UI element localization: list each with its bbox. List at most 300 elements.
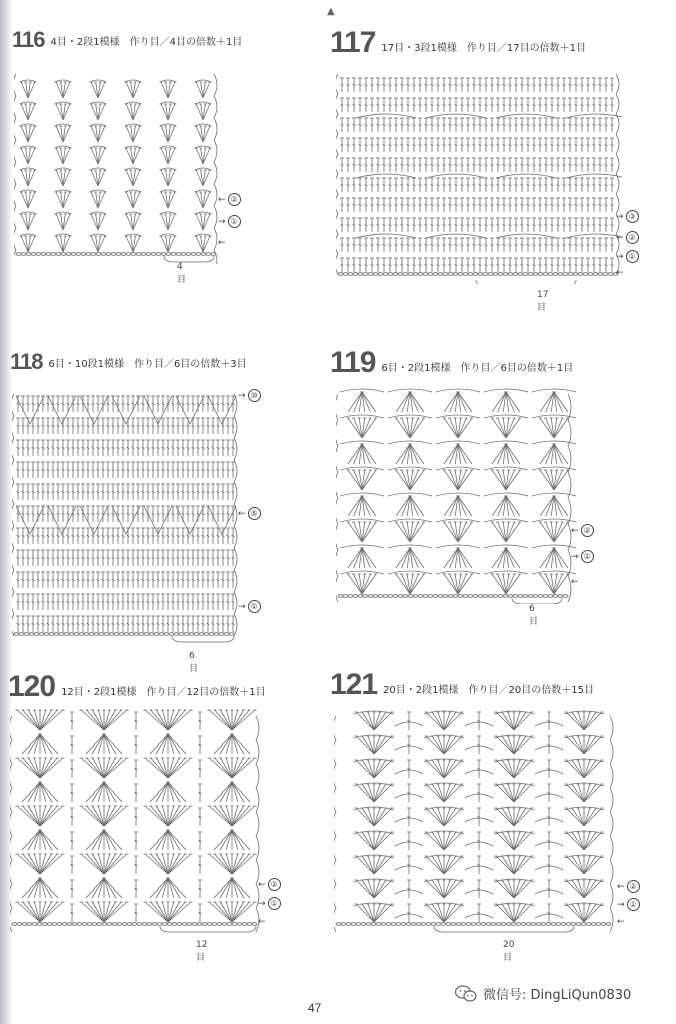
fan-stitch (584, 856, 596, 874)
chain-stitch (346, 923, 351, 926)
cluster-stitch (220, 734, 232, 754)
turning-chain (214, 250, 217, 264)
chain-stitch (453, 595, 458, 598)
chain-stitch (361, 923, 366, 926)
fan-stitch (502, 832, 514, 850)
turning-chain (10, 884, 12, 908)
fan-stitch (444, 880, 456, 898)
fan-stitch (514, 904, 526, 922)
chain-stitch (456, 923, 461, 926)
fan-stitch (81, 902, 104, 922)
chain-stitch (483, 595, 488, 598)
chain-stitch (458, 595, 463, 598)
chain-stitch (523, 273, 528, 276)
fan-stitch (209, 902, 232, 922)
fan-stitch (374, 880, 386, 898)
chain-stitch (137, 923, 142, 926)
chain-stitch (99, 633, 104, 636)
chain-stitch (446, 923, 451, 926)
pattern-119-header (330, 348, 573, 378)
turning-chain (234, 504, 237, 526)
chain-arc (484, 415, 528, 418)
chain-arc (426, 234, 486, 238)
turning-chain (10, 764, 12, 788)
fan-stitch (432, 904, 444, 922)
turning-chain (214, 140, 217, 162)
fan-stitch (157, 854, 169, 874)
chain-stitch (578, 273, 583, 276)
chain-stitch (139, 633, 144, 636)
turning-chain (336, 214, 338, 234)
chain-stitch (171, 253, 176, 256)
pattern-description: 4目・2段1模様 作り目／4目の倍数＋1目 (50, 37, 243, 48)
turning-chain (336, 114, 338, 134)
chain-stitch (141, 253, 146, 256)
chain-stitch (373, 595, 378, 598)
cluster-stitch (28, 782, 40, 802)
fan-stitch (444, 856, 456, 874)
chain-stitch (96, 253, 101, 256)
turning-chain (10, 860, 12, 884)
fan-stitch (93, 902, 105, 922)
turning-chain (616, 94, 619, 114)
fan-stitch (93, 806, 105, 826)
chain-stitch (533, 595, 538, 598)
fan-stitch (168, 854, 191, 874)
chain-stitch (353, 595, 358, 598)
chain-stitch (563, 595, 568, 598)
chain-stitch (393, 595, 398, 598)
chain-stitch (92, 923, 97, 926)
turning-chain (12, 504, 14, 526)
row-marker: → ③ (616, 210, 639, 223)
chain-stitch (536, 923, 541, 926)
chain-stitch (59, 633, 64, 636)
chain-stitch (603, 273, 608, 276)
chain-arc (496, 114, 556, 118)
chain-arc (496, 174, 556, 178)
chain-stitch (27, 923, 32, 926)
chain-stitch (538, 273, 543, 276)
chain-stitch (483, 273, 488, 276)
chain-stitch (561, 923, 566, 926)
fan-stitch (17, 854, 40, 874)
chain-stitch (371, 923, 376, 926)
v-stitch (80, 506, 108, 534)
turning-chain (336, 550, 338, 576)
fan-stitch (374, 856, 386, 874)
fan-stitch (81, 806, 104, 826)
chain-stitch (573, 273, 578, 276)
turning-chain (14, 184, 16, 206)
pattern-116-header (12, 28, 242, 52)
fan-stitch (168, 806, 180, 826)
chain-stitch (338, 273, 343, 276)
fan-stitch (157, 758, 169, 778)
chain-arc (484, 545, 528, 548)
chain-stitch (81, 253, 86, 256)
cluster-stitch (40, 734, 52, 754)
chain-stitch (76, 253, 81, 256)
chain-arc (436, 441, 480, 444)
chain-stitch (553, 273, 558, 276)
cluster-stitch (104, 734, 116, 754)
turning-chain (12, 526, 14, 548)
chain-stitch (606, 923, 611, 926)
fan-stitch (209, 758, 232, 778)
chain-stitch (416, 923, 421, 926)
chain-stitch (413, 273, 418, 276)
turning-chain (10, 908, 12, 932)
fan-stitch (232, 710, 244, 730)
cluster-stitch (92, 878, 104, 898)
chain-stitch (493, 273, 498, 276)
chain-stitch (19, 633, 24, 636)
fan-stitch (104, 854, 116, 874)
fan-stitch (168, 758, 180, 778)
chain-stitch (341, 923, 346, 926)
fan-stitch (104, 806, 116, 826)
pattern-description: 6目・2段1模様 作り目／6目の倍数＋1目 (381, 363, 574, 374)
fan-stitch (374, 904, 386, 922)
chain-stitch (32, 923, 37, 926)
chain-stitch (403, 273, 408, 276)
turning-chain (616, 74, 619, 94)
chain-arc (566, 234, 622, 238)
chain-stitch (202, 923, 207, 926)
chain-stitch (563, 273, 568, 276)
chain-stitch (124, 633, 129, 636)
turning-chain (12, 482, 14, 504)
chain-stitch (121, 253, 126, 256)
chain-stitch (182, 923, 187, 926)
chain-stitch (398, 595, 403, 598)
chain-stitch (207, 923, 212, 926)
turning-chain (214, 206, 217, 228)
fan-stitch (502, 904, 514, 922)
turning-chain (14, 74, 16, 96)
chain-stitch (56, 253, 61, 256)
v-stitch (16, 506, 44, 534)
v-stitch (176, 396, 204, 424)
turning-chain (336, 194, 338, 214)
chain-stitch (57, 923, 62, 926)
fan-stitch (17, 902, 40, 922)
chain-stitch (22, 923, 27, 926)
turning-chain (336, 94, 338, 114)
fan-stitch (168, 710, 191, 730)
chain-stitch (104, 633, 109, 636)
row-marker: ← ② (258, 878, 281, 891)
chain-stitch (12, 923, 17, 926)
chain-arc (532, 389, 576, 392)
turning-chain (616, 174, 619, 194)
row-marker: ← (616, 268, 624, 278)
chain-stitch (152, 923, 157, 926)
fan-stitch (40, 806, 52, 826)
chain-arc (426, 114, 486, 118)
turning-chain (336, 254, 338, 274)
chain-stitch (443, 595, 448, 598)
turning-chain (234, 614, 237, 636)
crochet-chart-118 (12, 384, 242, 648)
chain-stitch (433, 595, 438, 598)
chain-stitch (451, 923, 456, 926)
fan-stitch (232, 854, 244, 874)
turning-chain (256, 788, 259, 812)
chain-arc (436, 389, 480, 392)
chain-stitch (586, 923, 591, 926)
fan-stitch (209, 854, 232, 874)
fan-stitch (40, 758, 52, 778)
chain-stitch (31, 253, 36, 256)
cluster-stitch (28, 734, 40, 754)
chain-stitch (466, 923, 471, 926)
chain-stitch (403, 595, 408, 598)
chain-stitch (523, 595, 528, 598)
turning-chain (256, 812, 259, 836)
chain-stitch (481, 923, 486, 926)
fan-stitch (145, 710, 168, 730)
chain-stitch (401, 923, 406, 926)
fan-stitch (221, 710, 233, 730)
chain-stitch (463, 273, 468, 276)
turning-chain (256, 740, 259, 764)
repeat-bracket (160, 926, 256, 932)
chain-stitch (448, 273, 453, 276)
stitch-count: 6目 (529, 604, 539, 627)
chain-stitch (44, 633, 49, 636)
chain-stitch (112, 923, 117, 926)
row-marker: ← ⑤ (238, 507, 261, 520)
chain-stitch (69, 633, 74, 636)
chain-stitch (433, 273, 438, 276)
cluster-stitch (92, 782, 104, 802)
fan-stitch (145, 806, 168, 826)
v-stitch (80, 396, 108, 424)
chain-stitch (348, 273, 353, 276)
chain-stitch (71, 253, 76, 256)
cluster-stitch (232, 878, 244, 898)
chain-stitch (543, 595, 548, 598)
turning-chain (336, 174, 338, 194)
chain-stitch (119, 633, 124, 636)
chain-stitch (541, 923, 546, 926)
fan-stitch (81, 710, 104, 730)
chain-stitch (62, 923, 67, 926)
chain-stitch (478, 595, 483, 598)
cluster-stitch (168, 830, 180, 850)
chain-stitch (54, 633, 59, 636)
chain-stitch (506, 923, 511, 926)
chain-stitch (378, 595, 383, 598)
v-stitch (48, 396, 76, 424)
turning-chain (234, 526, 237, 548)
fan-stitch (168, 710, 180, 730)
fan-stitch (17, 806, 40, 826)
fan-stitch (232, 758, 244, 778)
chain-stitch (503, 273, 508, 276)
pattern-120-header (8, 672, 266, 702)
pattern-number: 121 (330, 668, 378, 701)
turning-chain (336, 234, 338, 254)
chain-arc (388, 415, 432, 418)
turning-chain (234, 394, 237, 416)
turning-chain (336, 446, 338, 472)
turning-chain (616, 154, 619, 174)
row-marker: → ⑩ (238, 389, 261, 402)
chain-stitch (86, 253, 91, 256)
chain-arc (340, 467, 384, 470)
turning-chain (336, 524, 338, 550)
chain-arc (566, 114, 622, 118)
row-marker: ← (258, 917, 266, 927)
chain-stitch (368, 273, 373, 276)
cluster-stitch (220, 878, 232, 898)
chain-stitch (388, 273, 393, 276)
chain-stitch (358, 595, 363, 598)
chain-stitch (383, 595, 388, 598)
chain-arc (436, 545, 480, 548)
v-stitch (208, 396, 236, 424)
chain-stitch (546, 923, 551, 926)
cluster-stitch (156, 734, 168, 754)
chain-stitch (436, 923, 441, 926)
chain-stitch (443, 273, 448, 276)
chain-stitch (127, 923, 132, 926)
chain-stitch (149, 633, 154, 636)
chain-stitch (164, 633, 169, 636)
chain-stitch (528, 595, 533, 598)
chain-stitch (396, 923, 401, 926)
chain-stitch (212, 923, 217, 926)
cluster-stitch (92, 830, 104, 850)
stitch-count: 6目 (189, 651, 199, 674)
chain-stitch (568, 273, 573, 276)
row-marker: ← ② (218, 193, 241, 206)
v-stitch (48, 506, 76, 534)
fan-stitch (81, 854, 104, 874)
fan-stitch (29, 710, 41, 730)
stitch-count: 4目 (177, 262, 187, 285)
chain-arc (388, 441, 432, 444)
chain-arc (436, 467, 480, 470)
pattern-number: 117 (330, 26, 376, 59)
chain-stitch (381, 923, 386, 926)
chain-stitch (531, 923, 536, 926)
chain-arc (484, 493, 528, 496)
fan-stitch (168, 758, 191, 778)
turning-chain (14, 228, 16, 250)
chain-arc (566, 174, 622, 178)
chain-stitch (488, 273, 493, 276)
fan-stitch (40, 758, 63, 778)
chain-stitch (51, 253, 56, 256)
chain-stitch (398, 273, 403, 276)
chain-stitch (194, 633, 199, 636)
chain-stitch (97, 923, 102, 926)
chain-stitch (468, 273, 473, 276)
chain-stitch (463, 595, 468, 598)
chain-stitch (131, 253, 136, 256)
turning-chain (12, 460, 14, 482)
turning-chain (14, 96, 16, 118)
chain-stitch (181, 253, 186, 256)
pattern-number: 116 (12, 27, 45, 52)
pattern-117-header (330, 28, 586, 58)
chain-stitch (79, 633, 84, 636)
turning-chain (14, 250, 16, 264)
fan-stitch (104, 902, 127, 922)
chain-stitch (201, 253, 206, 256)
chain-stitch (109, 633, 114, 636)
v-stitch (112, 396, 140, 424)
cluster-stitch (104, 878, 116, 898)
turning-chain (336, 134, 338, 154)
chain-stitch (356, 923, 361, 926)
chain-stitch (217, 923, 222, 926)
chain-stitch (229, 633, 234, 636)
chain-arc (436, 571, 480, 574)
chain-stitch (608, 273, 613, 276)
chain-stitch (548, 273, 553, 276)
turning-chain (256, 836, 259, 860)
fan-stitch (168, 854, 180, 874)
chain-stitch (167, 923, 172, 926)
chain-stitch (491, 923, 496, 926)
chain-stitch (252, 923, 257, 926)
chain-stitch (583, 273, 588, 276)
turning-chain (336, 472, 338, 498)
repeat-bracket (172, 636, 234, 642)
chain-stitch (134, 633, 139, 636)
fan-stitch (93, 710, 105, 730)
chain-stitch (516, 923, 521, 926)
fan-stitch (232, 854, 255, 874)
row-marker: → ① (571, 550, 594, 563)
chain-stitch (521, 923, 526, 926)
fan-stitch (444, 832, 456, 850)
fan-stitch (572, 856, 584, 874)
turning-chain (12, 614, 14, 636)
chain-stitch (129, 633, 134, 636)
chain-stitch (114, 633, 119, 636)
chain-stitch (166, 253, 171, 256)
chain-arc (340, 415, 384, 418)
fan-stitch (168, 902, 191, 922)
fan-stitch (104, 806, 127, 826)
chain-stitch (428, 273, 433, 276)
chain-stitch (418, 273, 423, 276)
chain-stitch (496, 923, 501, 926)
chain-arc (340, 519, 384, 522)
chain-stitch (191, 253, 196, 256)
chain-stitch (17, 923, 22, 926)
chain-stitch (528, 273, 533, 276)
fan-stitch (232, 806, 244, 826)
chain-stitch (498, 273, 503, 276)
row-marker: ← ② (616, 231, 639, 244)
chain-stitch (591, 923, 596, 926)
fan-stitch (157, 710, 169, 730)
turning-chain (234, 548, 237, 570)
chain-stitch (126, 253, 131, 256)
chain-arc (496, 234, 556, 238)
fan-stitch (29, 902, 41, 922)
fan-stitch (145, 758, 168, 778)
chain-stitch (197, 923, 202, 926)
chain-arc (484, 519, 528, 522)
